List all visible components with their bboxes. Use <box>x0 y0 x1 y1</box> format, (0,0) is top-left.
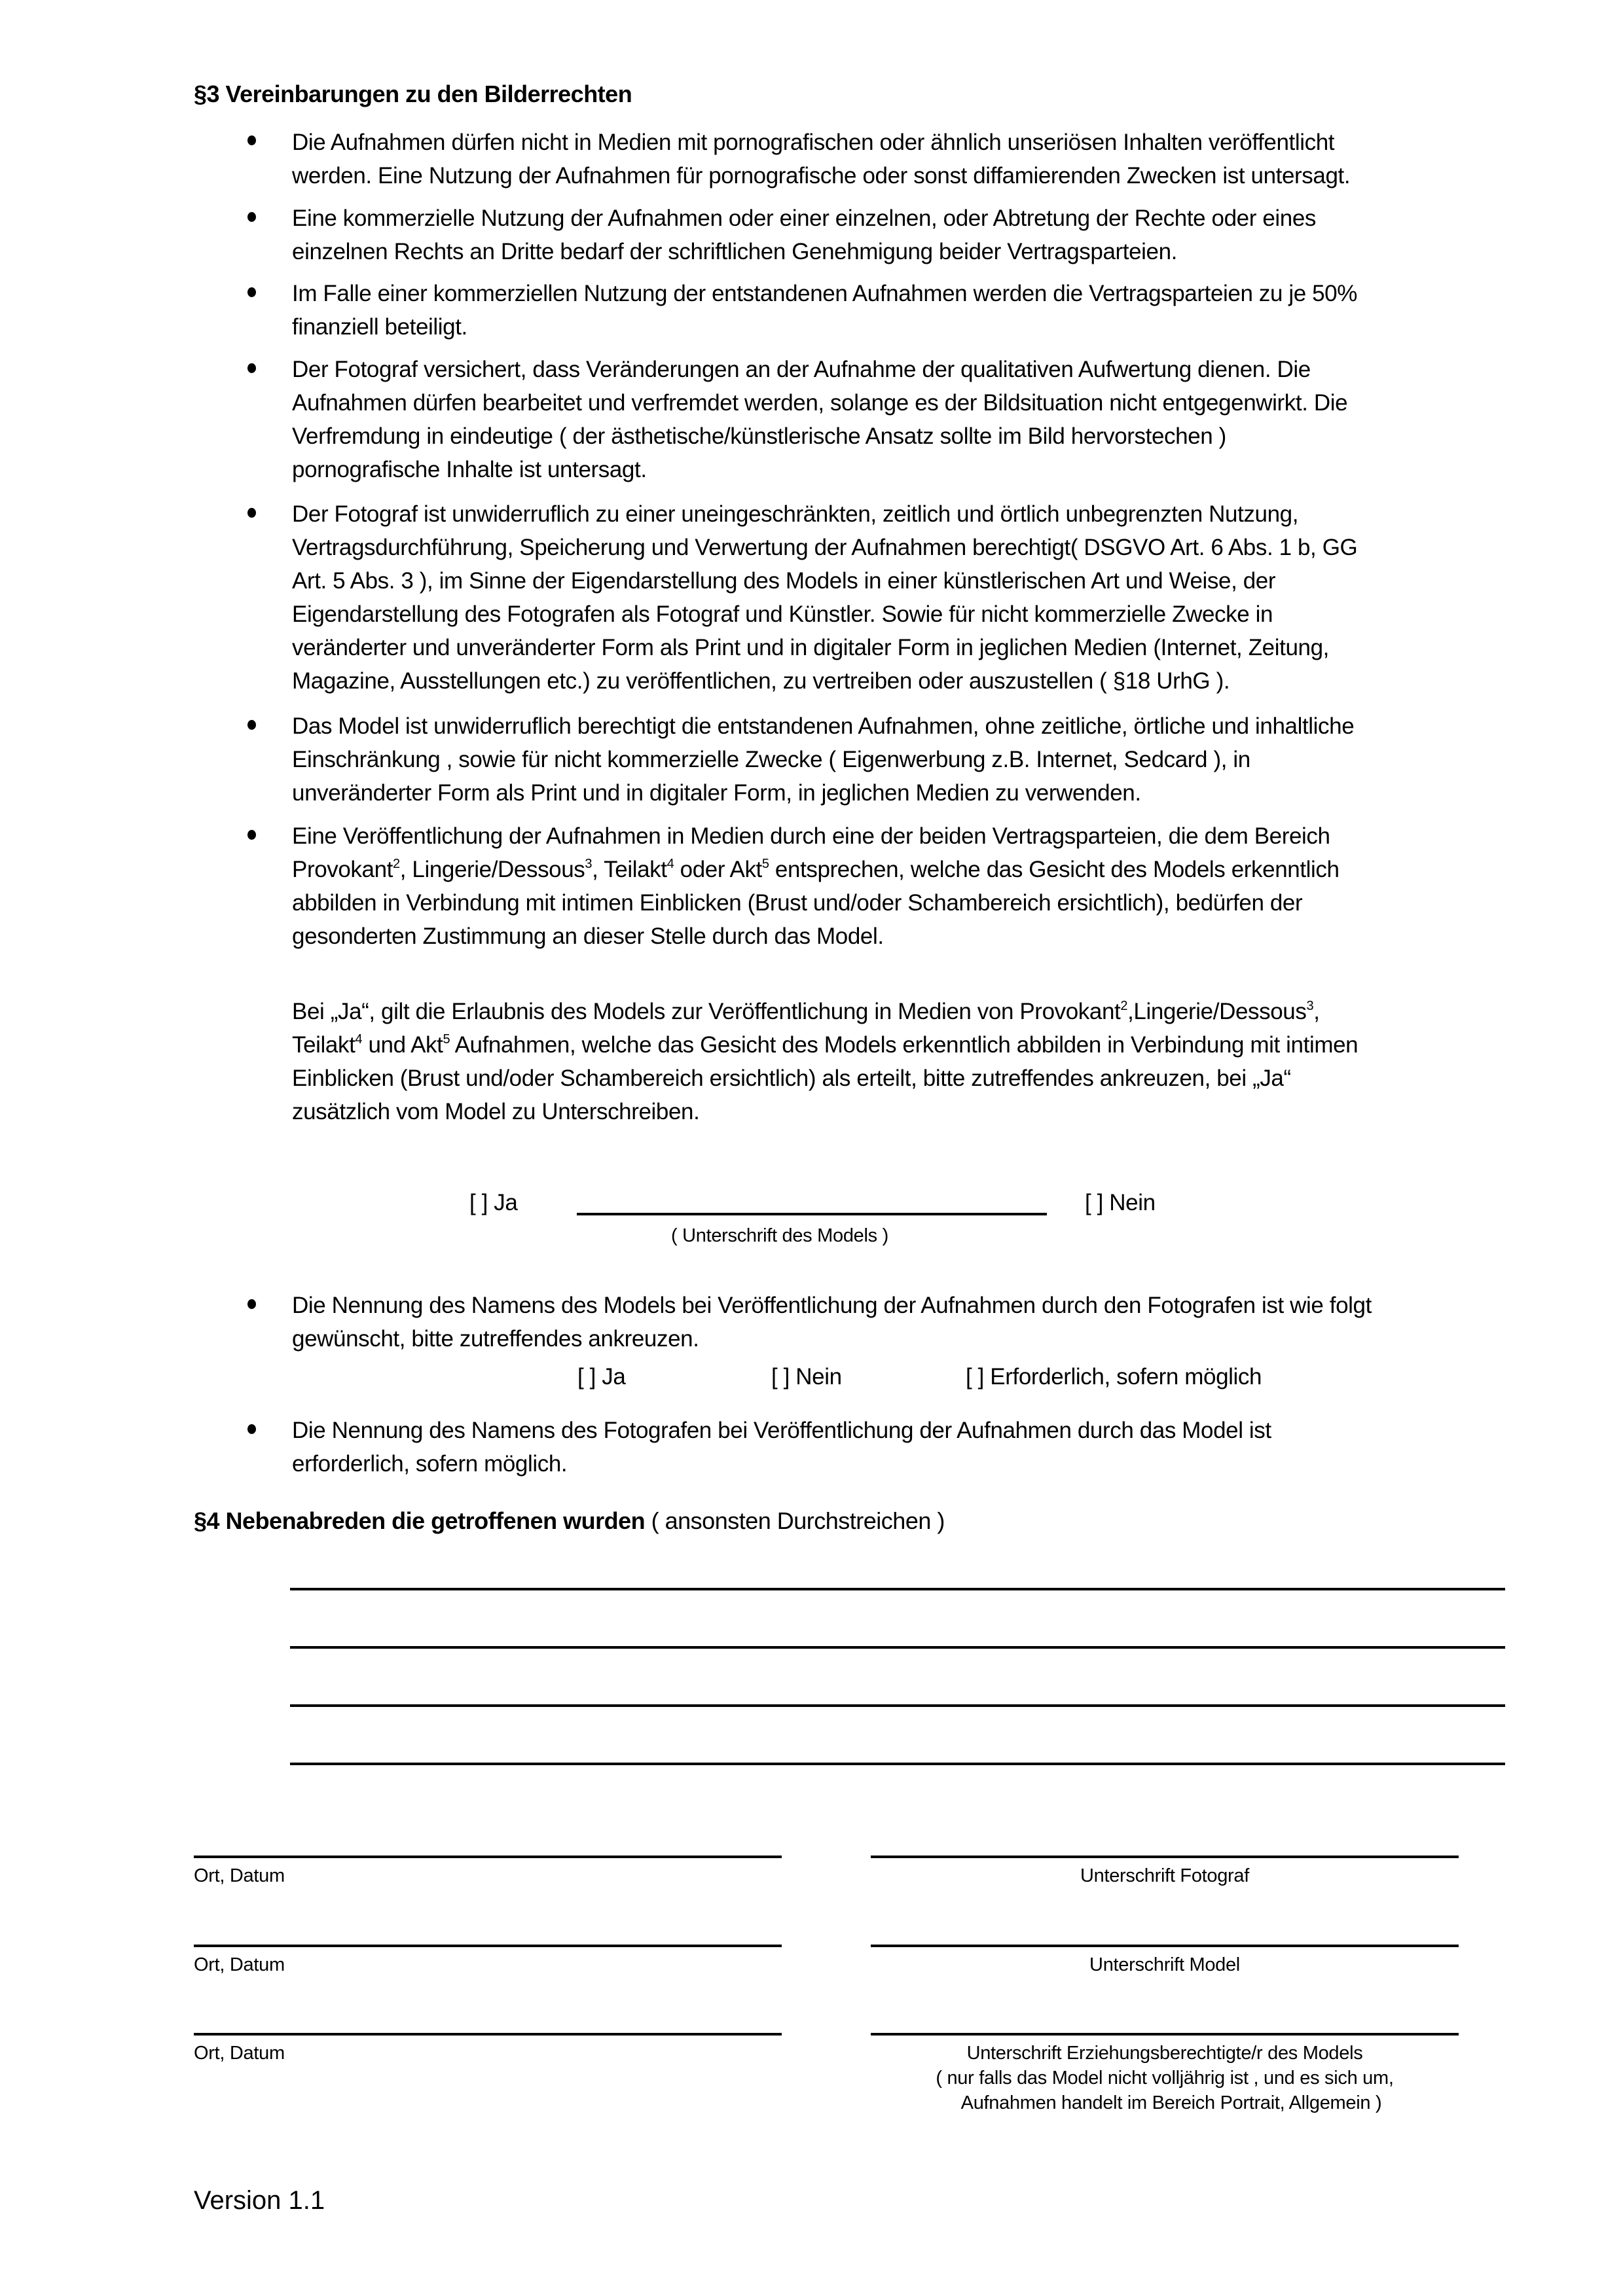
consent-nein-checkbox[interactable]: [ ] Nein <box>1085 1190 1156 1215</box>
text-line: Einschränkung , sowie für nicht kommerzielle Zwecke ( Eigenwerbung z.B. Internet, Sedcard ), in <box>292 747 1250 772</box>
bullet-3-text <box>292 277 1357 344</box>
bullet-icon <box>247 830 256 840</box>
side-agreement-line-4[interactable] <box>290 1763 1505 1765</box>
bullet-icon <box>247 135 256 145</box>
photographer-signature-line[interactable] <box>871 1856 1459 1858</box>
side-agreement-line-2[interactable] <box>290 1646 1505 1649</box>
bullet-4-text <box>292 353 1347 486</box>
footnote-ref: 4 <box>666 857 674 871</box>
text-line <box>292 995 1358 1028</box>
name-model-erforderlich-checkbox[interactable]: [ ] Erforderlich, sofern möglich <box>966 1364 1262 1390</box>
version-label: Version 1.1 <box>194 2186 325 2215</box>
side-agreement-line-1[interactable] <box>290 1588 1505 1590</box>
text-line: werden. Eine Nutzung der Aufnahmen für pornografische oder sonst diffamierenden Zwecken ist untersagt. <box>292 163 1351 188</box>
text-line: Die Aufnahmen dürfen nicht in Medien mit pornografischen oder ähnlich unseriösen Inhalten veröffentlicht <box>292 130 1335 155</box>
text-line: Die Nennung des Namens des Fotografen bei Veröffentlichung der Aufnahmen durch das Model ist <box>292 1418 1271 1443</box>
footnote-ref: 5 <box>761 857 769 871</box>
text-span: , Teilakt <box>592 857 667 882</box>
footnote-ref: 2 <box>393 857 400 871</box>
footnote-ref: 3 <box>1306 999 1314 1013</box>
text-line: finanziell beteiligt. <box>292 314 467 340</box>
section-4-heading <box>194 1504 945 1538</box>
text-line: Eine kommerzielle Nutzung der Aufnahmen oder einer einzelnen, oder Abtretung der Rechte oder eines <box>292 206 1316 231</box>
text-line: zusätzlich vom Model zu Unterschreiben. <box>292 1099 700 1124</box>
side-agreement-line-3[interactable] <box>290 1704 1505 1707</box>
text-line: veränderter und unveränderter Form als Print und in digitaler Form in jeglichen Medien (Internet, Zeitung, <box>292 635 1329 660</box>
text-line: abbilden in Verbindung mit intimen Einblicken (Brust und/oder Schambereich ersichtlich), bedürfen der <box>292 890 1303 916</box>
text-line: Das Model ist unwiderruflich berechtigt die entstandenen Aufnahmen, ohne zeitliche, örtliche und inhaltliche <box>292 713 1355 739</box>
bullet-icon <box>247 287 256 297</box>
text-line: Verfremdung in eindeutige ( der ästhetische/künstlerische Ansatz sollte im Bild hervorstechen ) <box>292 423 1226 449</box>
place-date-line-1[interactable] <box>194 1856 782 1858</box>
consent-ja-checkbox[interactable]: [ ] Ja <box>469 1190 518 1215</box>
text-line: Die Nennung des Namens des Models bei Veröffentlichung der Aufnahmen durch den Fotografen ist wie folgt <box>292 1293 1372 1318</box>
name-model-text <box>292 1289 1372 1355</box>
text-line: unveränderter Form als Print und in digitaler Form, in jeglichen Medien zu verwenden. <box>292 780 1141 806</box>
place-date-line-3[interactable] <box>194 2033 782 2036</box>
text-span: Aufnahmen, welche das Gesicht des Models erkenntlich abbilden in Verbindung mit intimen <box>450 1032 1359 1058</box>
text-line: erforderlich, sofern möglich. <box>292 1451 568 1477</box>
bullet-icon <box>247 1424 256 1434</box>
text-line: Magazine, Ausstellungen etc.) zu veröffentlichen, zu vertreiben oder auszustellen ( §18 UrhG ). <box>292 668 1230 694</box>
text-span: Bei „Ja“, gilt die Erlaubnis des Models zur Veröffentlichung in Medien von Provokant <box>292 999 1121 1024</box>
bullet-5-text <box>292 497 1357 698</box>
model-signature-line[interactable] <box>577 1213 1047 1215</box>
text-line: Einblicken (Brust und/oder Schambereich ersichtlich) als erteilt, bitte zutreffendes ankreuzen, bei „Ja“ <box>292 1066 1291 1091</box>
text-span: entsprechen, welche das Gesicht des Models erkenntlich <box>769 857 1340 882</box>
consent-paragraph <box>292 995 1358 1128</box>
photographer-signature-label: Unterschrift Fotograf <box>1080 1865 1249 1886</box>
model-signature-label: Unterschrift Model <box>1089 1954 1240 1975</box>
text-line: gewünscht, bitte zutreffendes ankreuzen. <box>292 1326 699 1352</box>
bullet-icon <box>247 720 256 730</box>
name-model-ja-checkbox[interactable]: [ ] Ja <box>577 1364 626 1390</box>
bullet-icon <box>247 212 256 222</box>
text-span: Provokant <box>292 857 393 882</box>
text-line: Eigendarstellung des Fotografen als Fotograf und Künstler. Sowie für nicht kommerzielle Zwecke in <box>292 601 1273 627</box>
bullet-6-text <box>292 709 1354 810</box>
text-line: Art. 5 Abs. 3 ), im Sinne der Eigendarstellung des Models in einer künstlerischen Art und Weise, der <box>292 568 1276 594</box>
bullet-1-text <box>292 126 1350 192</box>
footnote-ref: 5 <box>443 1032 450 1047</box>
text-line: Aufnahmen dürfen bearbeitet und verfremdet werden, solange es der Bildsituation nicht entgegenwirkt. Die <box>292 390 1348 416</box>
bullet-icon <box>247 508 256 518</box>
section-3-heading: §3 Vereinbarungen zu den Bilderrechten <box>194 81 632 107</box>
place-date-line-2[interactable] <box>194 1945 782 1947</box>
place-date-label-1: Ort, Datum <box>194 1865 285 1886</box>
text-span: oder Akt <box>674 857 762 882</box>
bullet-icon <box>247 363 256 373</box>
name-model-nein-checkbox[interactable]: [ ] Nein <box>771 1364 842 1390</box>
guardian-note-line-1: ( nur falls das Model nicht volljährig ist , und es sich um, <box>936 2068 1394 2089</box>
text-span: ,Lingerie/Dessous <box>1127 999 1307 1024</box>
guardian-note-line-2: Aufnahmen handelt im Bereich Portrait, Allgemein ) <box>960 2092 1382 2113</box>
model-signature-line-2[interactable] <box>871 1945 1459 1947</box>
text-span: , <box>1313 999 1320 1024</box>
text-span: Teilakt <box>292 1032 356 1058</box>
guardian-signature-line[interactable] <box>871 2033 1459 2036</box>
place-date-label-3: Ort, Datum <box>194 2043 285 2064</box>
bullet-2-text <box>292 202 1316 268</box>
text-line <box>292 1028 1358 1062</box>
section-4-note: ( ansonsten Durchstreichen ) <box>645 1507 945 1534</box>
text-line: Der Fotograf ist unwiderruflich zu einer uneingeschränkten, zeitlich und örtlich unbegrenzten Nutzung, <box>292 501 1299 527</box>
name-photographer-text <box>292 1414 1271 1480</box>
bullet-icon <box>247 1299 256 1309</box>
footnote-ref: 3 <box>585 857 593 871</box>
footnote-ref: 2 <box>1120 999 1128 1013</box>
bullet-7-text <box>292 819 1340 953</box>
footnote-ref: 4 <box>355 1032 363 1047</box>
text-span: und Akt <box>362 1032 443 1058</box>
text-line: Im Falle einer kommerziellen Nutzung der entstandenen Aufnahmen werden die Vertragsparteien zu je 50% <box>292 281 1357 306</box>
model-signature-caption: ( Unterschrift des Models ) <box>671 1225 888 1246</box>
text-line: gesonderten Zustimmung an dieser Stelle durch das Model. <box>292 924 884 949</box>
text-line: Vertragsdurchführung, Speicherung und Verwertung der Aufnahmen berechtigt( DSGVO Art. 6 Abs. 1 b, GG <box>292 535 1358 560</box>
text-span: , Lingerie/Dessous <box>399 857 585 882</box>
place-date-label-2: Ort, Datum <box>194 1954 285 1975</box>
text-line: Eine Veröffentlichung der Aufnahmen in Medien durch eine der beiden Vertragsparteien, die dem Bereich <box>292 823 1330 849</box>
text-line: Der Fotograf versichert, dass Veränderungen an der Aufnahme der qualitativen Aufwertung dienen. Die <box>292 357 1311 382</box>
text-line: einzelnen Rechts an Dritte bedarf der schriftlichen Genehmigung beider Vertragsparteien. <box>292 239 1177 264</box>
section-4-title: §4 Nebenabreden die getroffenen wurden <box>194 1507 646 1534</box>
guardian-signature-label: Unterschrift Erziehungsberechtigte/r des Models <box>966 2043 1363 2064</box>
text-line: pornografische Inhalte ist untersagt. <box>292 457 647 482</box>
text-line <box>292 853 1340 886</box>
